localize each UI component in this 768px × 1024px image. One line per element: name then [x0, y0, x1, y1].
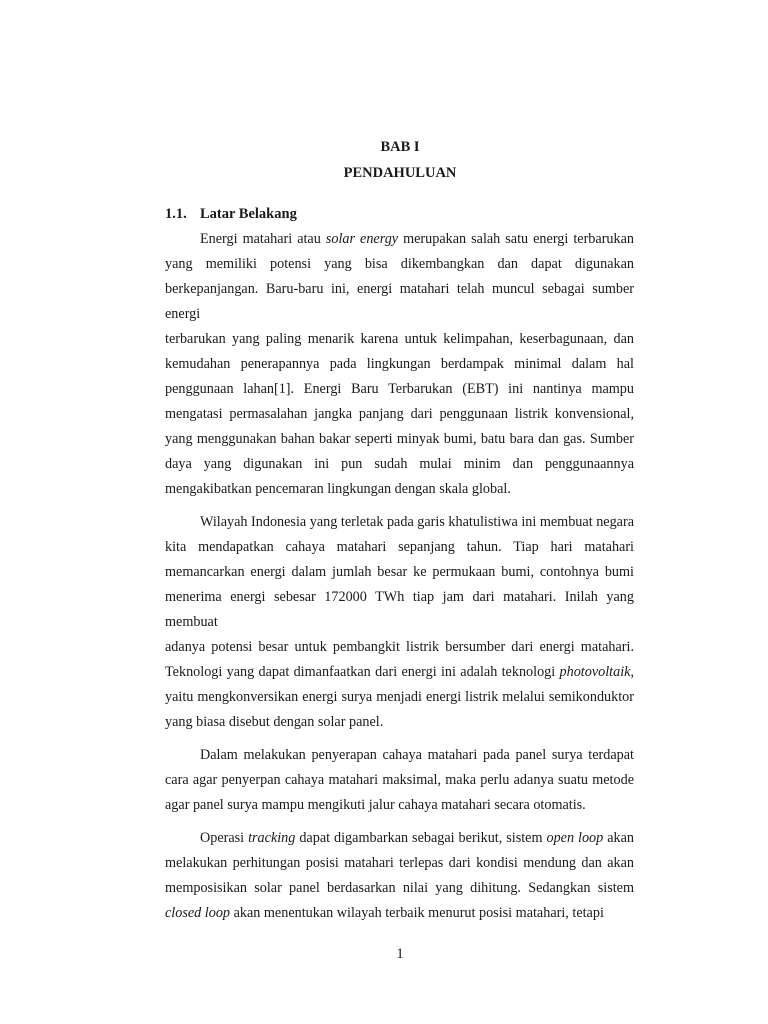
- body-text: [165, 227, 634, 934]
- text-run: memposisikan solar panel berdasarkan nilai yang dihitung. Sedangkan sistem: [165, 880, 634, 896]
- paragraph: [165, 510, 634, 735]
- page-number: 1: [396, 946, 404, 962]
- text-run: Energi matahari atau: [200, 231, 326, 247]
- text-line: [165, 635, 634, 660]
- text-line: [165, 826, 634, 851]
- text-run: ,: [630, 664, 634, 680]
- text-line: [165, 768, 634, 793]
- text-line: [165, 427, 634, 452]
- text-line: [165, 252, 634, 277]
- chapter-number: BAB I: [380, 139, 420, 155]
- text-run: akan: [603, 830, 634, 846]
- text-line: [165, 851, 634, 876]
- text-run: Operasi: [200, 830, 249, 846]
- text-run: yang menggunakan bahan bakar seperti minyak bumi, batu bara dan gas. Sumber: [165, 431, 634, 447]
- italic-term: solar energy: [325, 231, 399, 247]
- text-run: penggunaan lahan[1]. Energi Baru Terbarukan (EBT) ini nantinya mampu: [165, 381, 634, 397]
- text-line: [165, 710, 634, 735]
- text-line: [165, 743, 634, 768]
- text-run: akan menentukan wilayah terbaik menurut posisi matahari, tetapi: [230, 905, 604, 921]
- text-run: terbarukan yang paling menarik karena untuk kelimpahan, keserbagunaan, dan: [165, 331, 634, 347]
- chapter-title: PENDAHULUAN: [343, 165, 457, 181]
- paragraph: [165, 227, 634, 502]
- text-run: yang memiliki potensi yang bisa dikembangkan dan dapat digunakan: [165, 256, 634, 272]
- text-line: [165, 685, 634, 710]
- text-run: berkepanjangan. Baru-baru ini, energi matahari telah muncul sebagai sumber energi: [165, 281, 634, 322]
- text-line: [165, 793, 634, 818]
- section-number: 1.1.: [165, 206, 187, 222]
- italic-term: closed loop: [165, 905, 231, 921]
- text-line: [165, 352, 634, 377]
- text-run: memancarkan energi dalam jumlah besar ke permukaan bumi, contohnya bumi: [165, 564, 634, 580]
- text-line: [165, 535, 634, 560]
- section-heading: [165, 206, 297, 223]
- paragraph: [165, 743, 634, 818]
- text-run: Teknologi yang dapat dimanfaatkan dari energi ini adalah teknologi: [165, 664, 560, 680]
- paragraph: [165, 826, 634, 926]
- text-run: merupakan salah satu energi terbarukan: [398, 231, 634, 247]
- text-line: [165, 377, 634, 402]
- text-run: melakukan perhitungan posisi matahari terlepas dari kondisi mendung dan akan: [165, 855, 634, 871]
- text-run: yang biasa disebut dengan solar panel.: [165, 714, 384, 730]
- text-run: cara agar penyerpan cahaya matahari maksimal, maka perlu adanya suatu metode: [165, 772, 634, 788]
- italic-term: open loop: [546, 830, 604, 846]
- text-run: adanya potensi besar untuk pembangkit listrik bersumber dari energi matahari.: [165, 639, 634, 655]
- text-run: kemudahan penerapannya pada lingkungan berdampak minimal dalam hal: [165, 356, 634, 372]
- text-line: [165, 560, 634, 585]
- text-line: [165, 876, 634, 901]
- text-run: mengakibatkan pencemaran lingkungan dengan skala global.: [165, 481, 511, 497]
- text-line: [165, 510, 634, 535]
- text-line: [165, 277, 634, 327]
- text-line: [165, 402, 634, 427]
- section-title: Latar Belakang: [200, 206, 297, 222]
- text-run: agar panel surya mampu mengikuti jalur cahaya matahari secara otomatis.: [165, 797, 586, 813]
- text-line: [165, 901, 634, 926]
- text-run: kita mendapatkan cahaya matahari sepanjang tahun. Tiap hari matahari: [165, 539, 634, 555]
- text-run: yaitu mengkonversikan energi surya menjadi energi listrik melalui semikonduktor: [165, 689, 634, 705]
- text-line: [165, 452, 634, 477]
- text-line: [165, 477, 634, 502]
- text-run: Dalam melakukan penyerapan cahaya matahari pada panel surya terdapat: [200, 747, 634, 763]
- text-line: [165, 585, 634, 635]
- italic-term: photovoltaik: [559, 664, 631, 680]
- text-line: [165, 327, 634, 352]
- text-run: Wilayah Indonesia yang terletak pada garis khatulistiwa ini membuat negara: [200, 514, 634, 530]
- text-run: mengatasi permasalahan jangka panjang dari penggunaan listrik konvensional,: [165, 406, 634, 422]
- italic-term: tracking: [248, 830, 296, 846]
- text-run: menerima energi sebesar 172000 TWh tiap jam dari matahari. Inilah yang membuat: [165, 589, 634, 630]
- text-line: [165, 660, 634, 685]
- text-line: [165, 227, 634, 252]
- text-run: dapat digambarkan sebagai berikut, sistem: [295, 830, 547, 846]
- text-run: daya yang digunakan ini pun sudah mulai minim dan penggunaannya: [165, 456, 634, 472]
